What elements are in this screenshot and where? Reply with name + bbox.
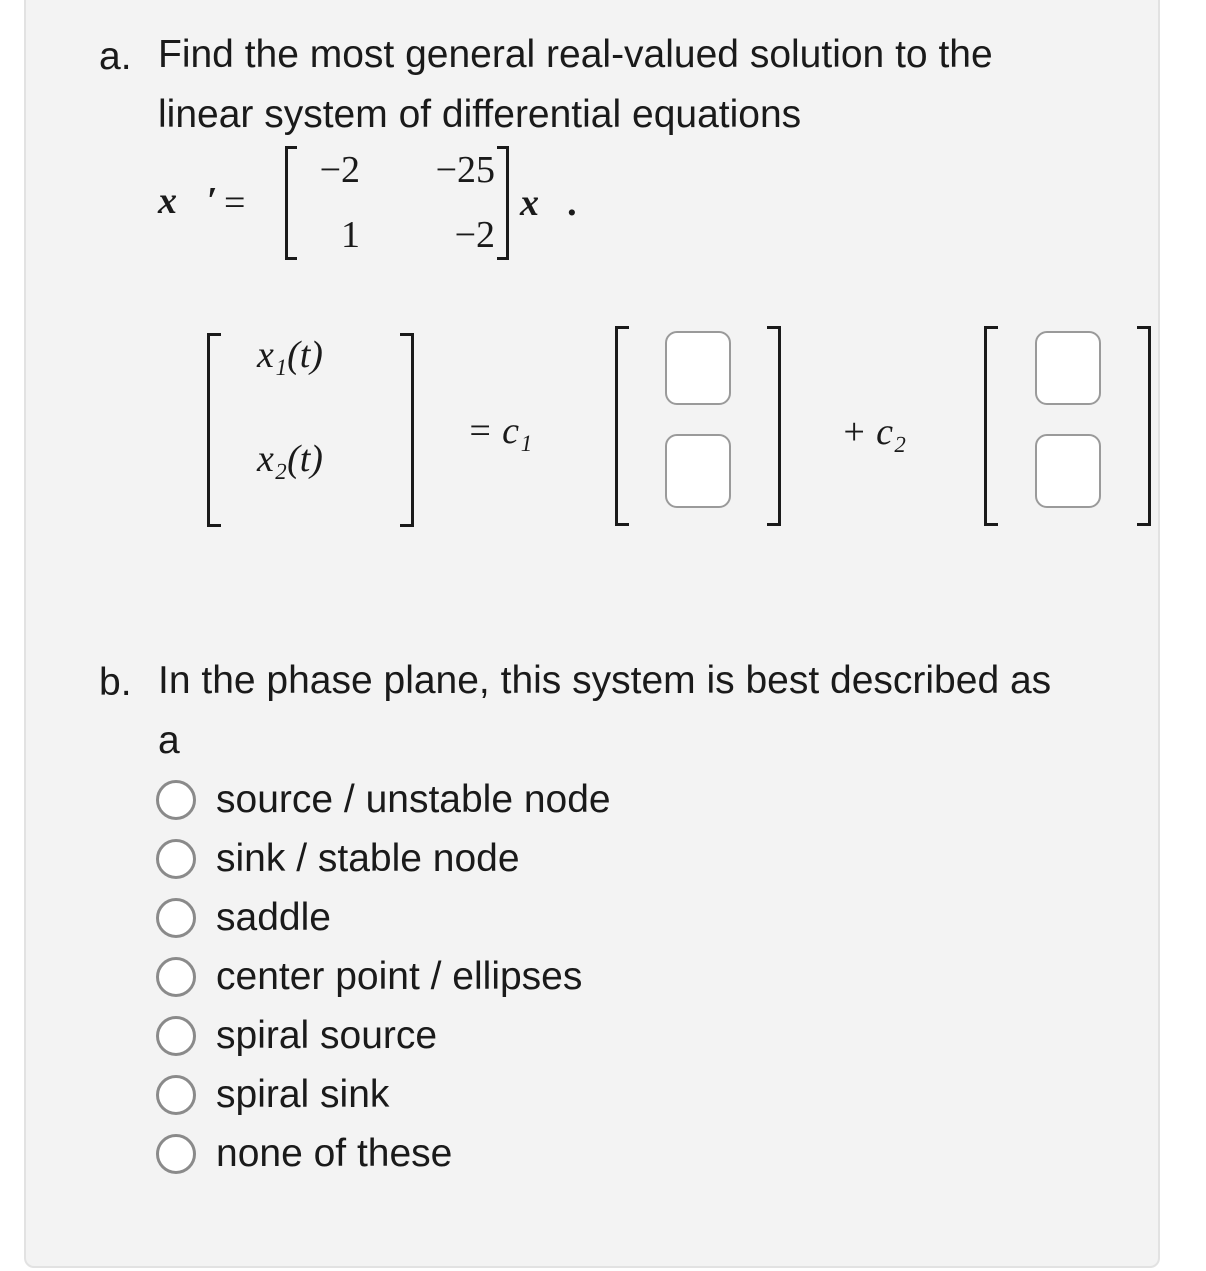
vector2-left-bracket: [984, 326, 998, 526]
radio-button[interactable]: [156, 1134, 196, 1174]
option-label: spiral source: [216, 1014, 438, 1057]
option-label: source / unstable node: [216, 778, 611, 821]
radio-button[interactable]: [156, 780, 196, 820]
option-label: none of these: [216, 1132, 453, 1175]
option-label: spiral sink: [216, 1073, 390, 1116]
x1-of-t: x₁(t): [257, 334, 323, 376]
option-label: saddle: [216, 896, 331, 939]
radio-button[interactable]: [156, 898, 196, 938]
equals-sign: =: [224, 182, 246, 224]
matrix-entry-21: 1: [341, 214, 360, 256]
matrix-entry-22: −2: [454, 214, 495, 256]
solution-left-bracket: [207, 333, 221, 527]
option-spiral-sink[interactable]: [156, 1071, 389, 1119]
option-sink-stable-node[interactable]: [156, 835, 520, 883]
part-a-line-1: Find the most general real-valued solution to the: [158, 33, 993, 76]
matrix-entry-12: −25: [435, 149, 495, 191]
x-vector: x⃗.: [520, 182, 579, 224]
option-label: center point / ellipses: [216, 955, 583, 998]
vector2-entry2-input[interactable]: [1035, 434, 1101, 508]
matrix-entry-11: −2: [319, 149, 360, 191]
part-a-label: a.: [99, 35, 132, 78]
c1-coefficient: = c₁: [467, 410, 533, 452]
vector2-entry1-input[interactable]: [1035, 331, 1101, 405]
radio-button[interactable]: [156, 957, 196, 997]
x-vector-derivative: x⃗′: [158, 180, 218, 222]
radio-button[interactable]: [156, 1075, 196, 1115]
option-center-point-ellipses[interactable]: [156, 953, 582, 1001]
vector1-entry2-input[interactable]: [665, 434, 731, 508]
option-none-of-these[interactable]: [156, 1130, 452, 1178]
option-saddle[interactable]: [156, 894, 331, 942]
vector1-entry1-input[interactable]: [665, 331, 731, 405]
option-spiral-source[interactable]: [156, 1012, 437, 1060]
vector2-right-bracket: [1137, 326, 1151, 526]
vector1-left-bracket: [615, 326, 629, 526]
part-a-line-2: linear system of differential equations: [158, 93, 802, 136]
option-label: sink / stable node: [216, 837, 520, 880]
solution-right-bracket: [400, 333, 414, 527]
part-b-line-2: a: [158, 719, 180, 762]
vector1-right-bracket: [767, 326, 781, 526]
option-source-unstable-node[interactable]: [156, 776, 611, 824]
c2-coefficient: + c₂: [841, 411, 907, 453]
part-b-label: b.: [99, 661, 132, 704]
matrix-right-bracket: [497, 146, 509, 260]
matrix-left-bracket: [285, 146, 297, 260]
radio-button[interactable]: [156, 839, 196, 879]
radio-button[interactable]: [156, 1016, 196, 1056]
x2-of-t: x₂(t): [257, 438, 323, 480]
part-b-line-1: In the phase plane, this system is best described as: [158, 659, 1052, 702]
